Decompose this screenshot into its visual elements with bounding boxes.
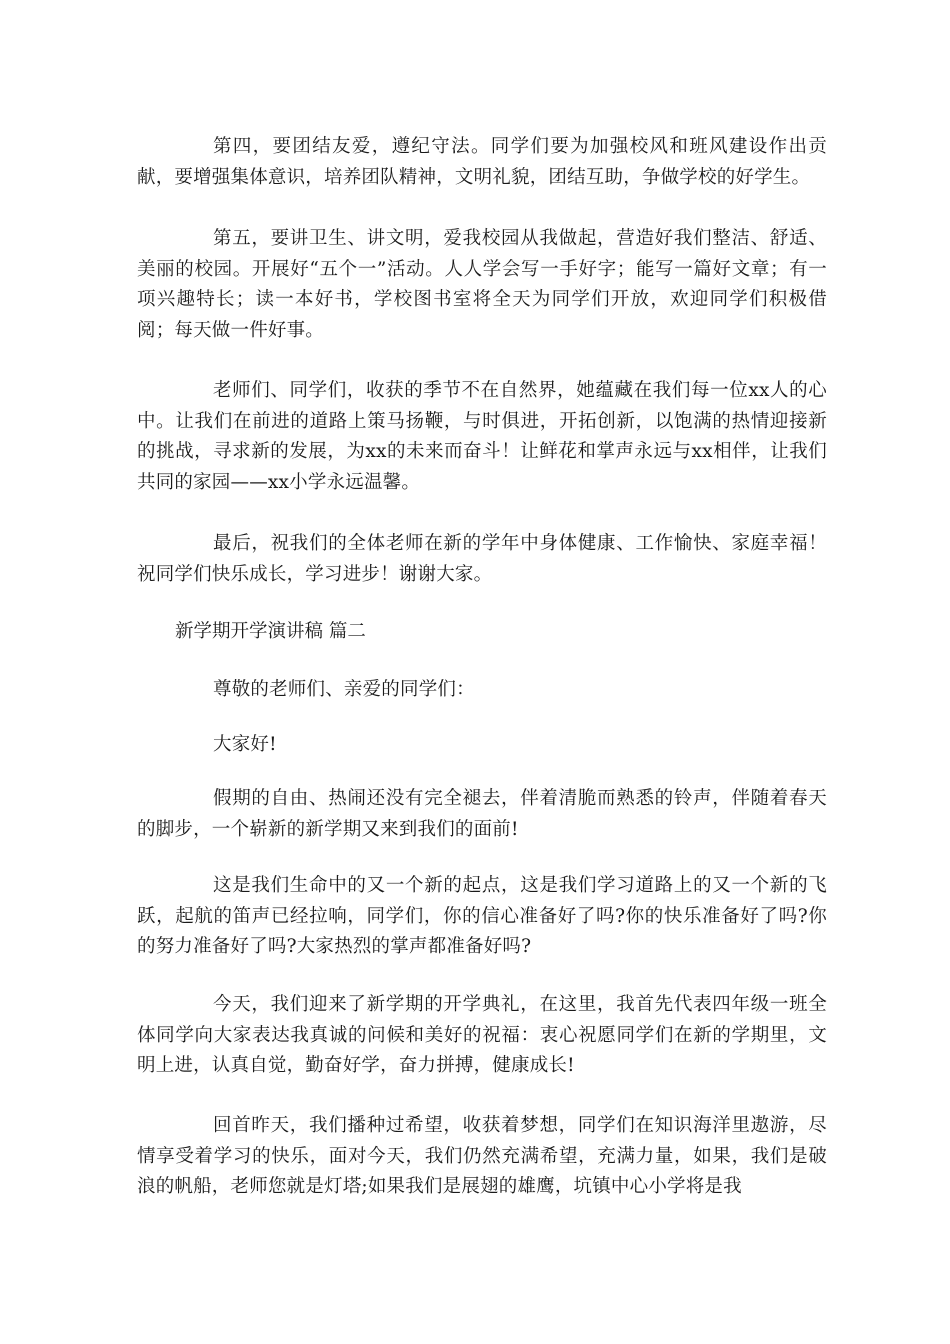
paragraph-harvest-season: 老师们、同学们，收获的季节不在自然界，她蕴藏在我们每一位xx人的心中。让我们在前进的道路上策马扬鞭，与时俱进，开拓创新，以饱满的热情迎接新的挑战，寻求新的发展，为xx的未来而奋斗！让鲜花和掌声永远与xx相伴，让我们共同的家园——xx小学永远温馨。 bbox=[137, 380, 827, 493]
paragraph-greeting: 大家好! bbox=[213, 734, 277, 755]
paragraph-holiday-ending: 假期的自由、热闹还没有完全褪去，伴着清脆而熟悉的铃声，伴随着春天的脚步，一个崭新的新学期又来到我们的面前! bbox=[137, 788, 827, 840]
paragraph-unity-discipline: 第四，要团结友爱，遵纪守法。同学们要为加强校风和班风建设作出贡献，要增强集体意识，培养团队精神，文明礼貌，团结互助，争做学校的好学生。 bbox=[137, 136, 827, 188]
paragraph-opening-ceremony: 今天，我们迎来了新学期的开学典礼，在这里，我首先代表四年级一班全体同学向大家表达我真诚的问候和美好的祝福：衷心祝愿同学们在新的学期里，文明上进，认真自觉，勤奋好学，奋力拼搏，健康成长! bbox=[137, 994, 827, 1076]
paragraph-hygiene-civility: 第五，要讲卫生、讲文明，爱我校园从我做起，营造好我们整洁、舒适、美丽的校园。开展好“五个一”活动。人人学会写一手好字；能写一篇好文章；有一项兴趣特长；读一本好书，学校图书室将全天为同学们开放，欢迎同学们积极借阅；每天做一件好事。 bbox=[137, 228, 827, 341]
paragraph-looking-back: 回首昨天，我们播种过希望，收获着梦想，同学们在知识海洋里遨游，尽情享受着学习的快乐，面对今天，我们仍然充满希望，充满力量，如果，我们是破浪的帆船，老师您就是灯塔;如果我们是展翅的雄鹰，坑镇中心小学将是我 bbox=[137, 1115, 827, 1197]
paragraph-new-start: 这是我们生命中的又一个新的起点，这是我们学习道路上的又一个新的飞跃，起航的笛声已经拉响，同学们，你的信心准备好了吗?你的快乐准备好了吗?你的努力准备好了吗?大家热烈的掌声都准备好吗? bbox=[137, 875, 827, 957]
section-heading: 新学期开学演讲稿 篇二 bbox=[175, 621, 366, 642]
paragraph-closing-wishes: 最后，祝我们的全体老师在新的学年中身体健康、工作愉快、家庭幸福！祝同学们快乐成长，学习进步！谢谢大家。 bbox=[137, 533, 827, 585]
paragraph-salutation: 尊敬的老师们、亲爱的同学们： bbox=[213, 679, 475, 700]
